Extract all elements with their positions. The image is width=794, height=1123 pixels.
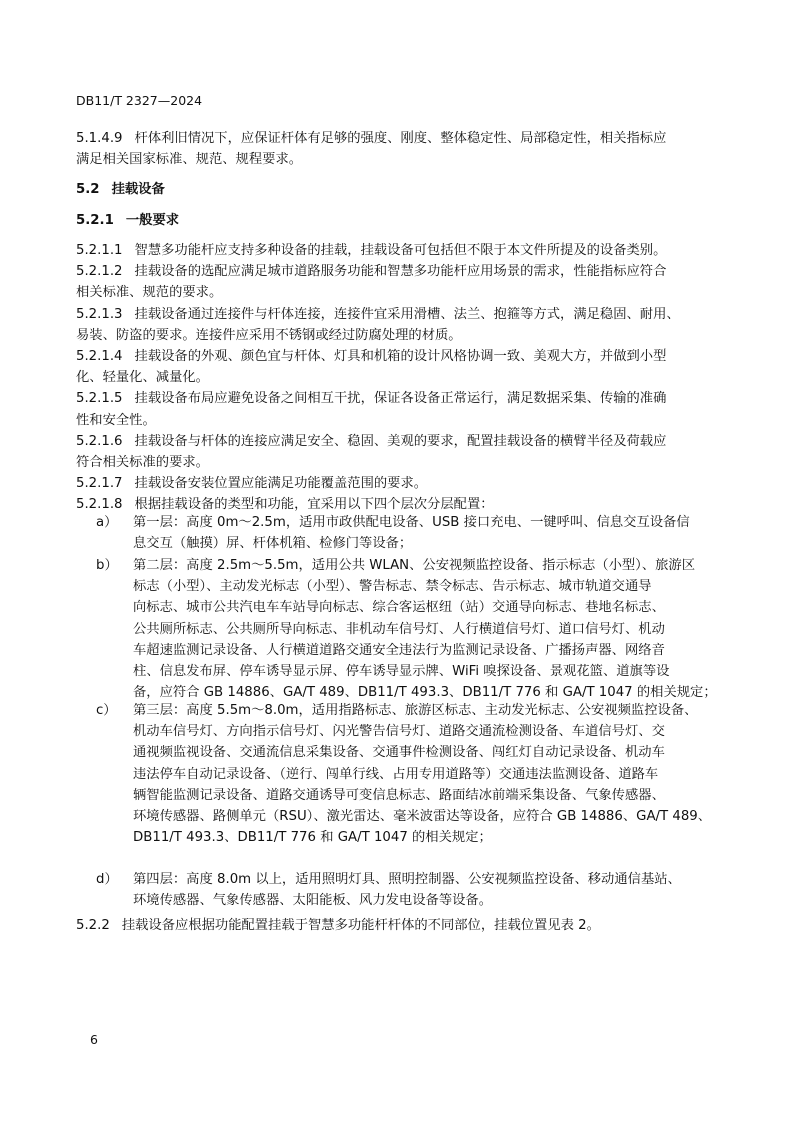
clause-number: 5.2.1.2 [76,264,123,280]
list-item-label: b） [96,558,118,573]
list-item-text: 辆智能监测记录设备、道路交通诱导可变信息标志、路面结冰前端采集设备、气象传感器、 [133,787,665,803]
list-item-text: 机动车信号灯、方向指示信号灯、闪光警告信号灯、道路交通流检测设备、车道信号灯、交 [133,724,665,740]
clause-number: 5.2.1.8 [76,497,123,513]
clause-text: 智慧多功能杆应支持多种设备的挂载，挂载设备可包括但不限于本文件所提及的设备类别。 [134,243,667,258]
list-item [96,869,736,911]
list-item-text: 通视频监视设备、交通流信息采集设备、交通事件检测设备、闯红灯自动记录设备、机动车 [133,745,665,761]
clause-text: 挂载设备布局应避免设备之间相互干扰，保证各设备正常运行，满足数据采集、传输的准确 [134,391,667,407]
list-item [96,700,736,848]
clause-text: 根据挂载设备的类型和功能，宜采用以下四个层次分层配置： [134,497,494,513]
list-item-text: 息交互（触摸）屏、杆体机箱、检修门等设备； [133,536,413,552]
clause-number: 5.2.1.5 [76,391,123,407]
page-number: 6 [90,1032,98,1047]
clause-text: 符合相关标准的要求。 [76,454,209,470]
clause-text: 挂载设备与杆体的连接应满足安全、稳固、美观的要求，配置挂载设备的横臂半径及荷载应 [134,433,667,449]
clause-text: 满足相关国家标准、规范、规程要求。 [76,152,303,168]
clause-text: 挂载设备安装位置应能满足功能覆盖范围的要求。 [134,476,428,492]
clause-5-1-4-9 [76,128,736,170]
list-item-text: DB11/T 493.3、DB11/T 776 和 GA/T 1047 的相关规定； [133,830,492,846]
list-item-text: 公共厕所标志、公共厕所导向标志、非机动车信号灯、人行横道信号灯、道口信号灯、机动 [133,621,665,637]
list-item-text: 第四层：高度 8.0m 以上，适用照明灯具、照明控制器、公安视频监控设备、移动通信基站、 [133,872,681,887]
list-item-label: d） [96,872,118,887]
clause-text: 挂载设备的外观、颜色宜与杆体、灯具和机箱的设计风格协调一致、美观大方，并做到小型 [134,348,667,364]
section-heading-5-2-1 [76,210,736,231]
clause-text: 化、轻量化、减量化。 [76,370,209,386]
section-title: 挂载设备 [111,182,165,197]
clause-number: 5.2.1.6 [76,433,123,449]
document-header: DB11/T 2327—2024 [76,93,203,108]
clause-text: 挂载设备通过连接件与杆体连接，连接件宜采用滑槽、法兰、抱箍等方式，满足稳固、耐用、 [134,306,680,322]
section-number: 5.2 [76,182,100,197]
section-heading-5-2 [76,179,736,200]
clause-number: 5.2.2 [76,918,110,933]
clause-text: 易装、防盗的要求。连接件应采用不锈钢或经过防腐处理的材质。 [76,327,462,343]
list-item-label: c） [96,703,117,718]
clause-text: 杆体利旧情况下，应保证杆体有足够的强度、刚度、整体稳定性、局部稳定性，相关指标应 [134,131,667,146]
clause-number: 5.2.1.1 [76,243,123,258]
clause-text: 性和安全性。 [76,412,156,428]
list-item-text: 环境传感器、路侧单元（RSU）、激光雷达、毫米波雷达等设备，应符合 GB 14886、GA/T 489、 [133,808,712,824]
clause-number: 5.2.1.3 [76,306,123,322]
clause-list-5-2-1 [76,240,736,515]
list-item-text: 向标志、城市公共汽电车车站导向标志、综合客运枢纽（站）交通导向标志、巷地名标志、 [133,600,665,616]
list-item [96,555,736,703]
list-item-text: 违法停车自动记录设备、（逆行、闯单行线、占用专用道路等）交通违法监测设备、道路车 [133,766,659,782]
clause-5-2-2 [76,915,736,936]
clause-number: 5.1.4.9 [76,131,123,146]
section-number: 5.2.1 [76,213,114,228]
clause-text: 相关标准、规范的要求。 [76,285,223,301]
list-item-text: 第二层：高度 2.5m～5.5m，适用公共 WLAN、公安视频监控设备、指示标志（小型）、旅游区 [133,558,695,573]
list-item-text: 车超速监测记录设备、人行横道道路交通安全违法行为监测记录设备、广播扬声器、网络音 [133,642,665,658]
clause-text: 挂载设备的选配应满足城市道路服务功能和智慧多功能杆应用场景的需求，性能指标应符合 [134,264,667,280]
list-item-text: 备，应符合 GB 14886、GA/T 489、DB11/T 493.3、DB11/T 776 和 GA/T 1047 的相关规定； [133,685,717,701]
list-item [96,512,736,554]
list-item-label: a） [96,515,118,530]
list-item-text: 柱、信息发布屏、停车诱导显示屏、停车诱导显示牌、WiFi 嗅探设备、景观花篮、道旗等设 [133,663,670,679]
clause-number: 5.2.1.4 [76,348,123,364]
clause-number: 5.2.1.7 [76,476,123,492]
list-item-text: 第一层：高度 0m～2.5m，适用市政供配电设备、USB 接口充电、一键呼叫、信息交互设备信 [133,515,690,530]
list-item-text: 环境传感器、气象传感器、太阳能板、风力发电设备等设备。 [133,893,493,909]
section-title: 一般要求 [125,213,180,228]
clause-text: 挂载设备应根据功能配置挂载于智慧多功能杆杆体的不同部位，挂载位置见表 2。 [121,918,600,933]
list-item-text: 标志（小型）、主动发光标志（小型）、警告标志、禁令标志、告示标志、城市轨道交通导 [133,579,652,595]
list-item-text: 第三层：高度 5.5m～8.0m，适用指路标志、旅游区标志、主动发光标志、公安视频监控设备、 [133,703,698,718]
